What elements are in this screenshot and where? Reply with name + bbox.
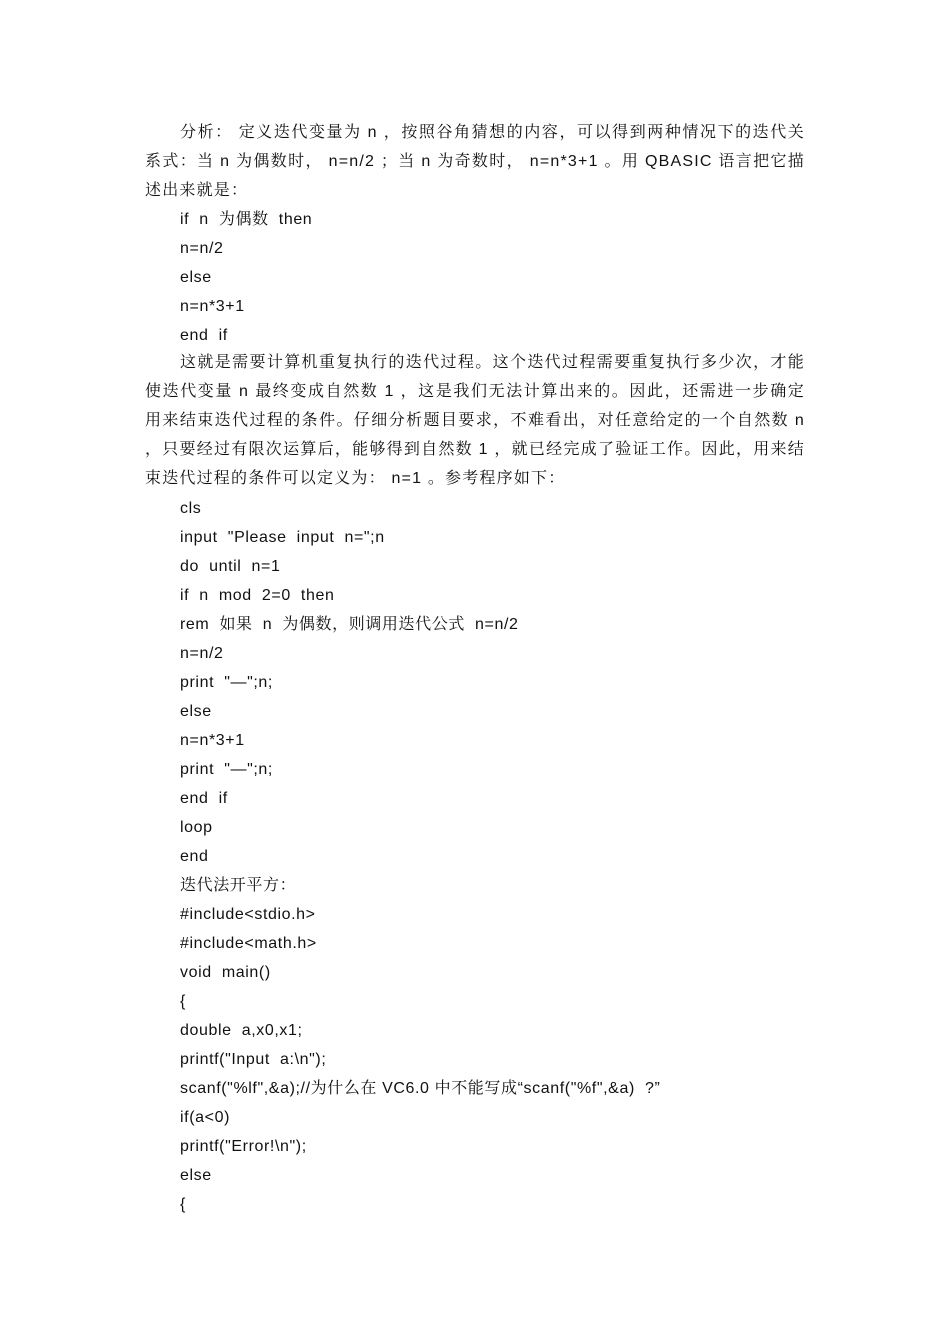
code-line: if n mod 2=0 then (180, 587, 335, 604)
code-line: scanf("%lf",&a);//为什么在 VC6.0 中不能写成“scanf("%f",&a) ?” (180, 1080, 661, 1097)
code-line: end (180, 848, 209, 865)
code-line: printf("Error!\n"); (180, 1138, 307, 1155)
code-line: { (180, 993, 186, 1010)
section-heading: 迭代法开平方： (180, 877, 297, 894)
code-line: { (180, 1196, 186, 1213)
code-line: end if (180, 790, 228, 807)
code-line: if(a<0) (180, 1109, 230, 1126)
code-line: printf("Input a:\n"); (180, 1051, 327, 1068)
code-line: print "—";n; (180, 674, 273, 691)
code-line: cls (180, 500, 202, 517)
code-line: #include<stdio.h> (180, 906, 316, 923)
explanation-paragraph: 这就是需要计算机重复执行的迭代过程。这个迭代过程需要重复执行多少次，才能使迭代变量 n 最终变成自然数 1 ，这是我们无法计算出来的。因此，还需进一步确定用来结束迭代过程的条件。仔细分析题目要求，不难看出，对任意给定的一个自然数 n ，只要经过有限次运算后，能够得到自然数 1 ，就已经完成了验证工作。因此，用来结束迭代过程的条件可以定义为： n=1 。参考程序如下： (145, 354, 805, 487)
code-line: n=n*3+1 (180, 732, 245, 749)
code-line: rem 如果 n 为偶数，则调用迭代公式 n=n/2 (180, 616, 519, 633)
code-line: input "Please input n=";n (180, 529, 385, 546)
code-line: double a,x0,x1; (180, 1022, 303, 1039)
code-line: else (180, 269, 212, 286)
code-line: else (180, 1167, 212, 1184)
pseudocode-block (180, 205, 312, 350)
code-line: do until n=1 (180, 558, 281, 575)
code-line: n=n/2 (180, 240, 224, 257)
code-line: #include<math.h> (180, 935, 317, 952)
code-line: end if (180, 327, 228, 344)
code-line: n=n*3+1 (180, 298, 245, 315)
code-line: n=n/2 (180, 645, 224, 662)
code-line: print "—";n; (180, 761, 273, 778)
code-line: loop (180, 819, 213, 836)
code-line: else (180, 703, 212, 720)
code-line: if n 为偶数 then (180, 211, 313, 228)
analysis-paragraph: 分析： 定义迭代变量为 n ，按照谷角猜想的内容，可以得到两种情况下的迭代关系式：当 n 为偶数时， n=n/2 ；当 n 为奇数时， n=n*3+1 。用 QBASIC 语言把它描述出来就是： (145, 124, 805, 199)
code-line: void main() (180, 964, 271, 981)
program-listing (180, 494, 660, 1219)
